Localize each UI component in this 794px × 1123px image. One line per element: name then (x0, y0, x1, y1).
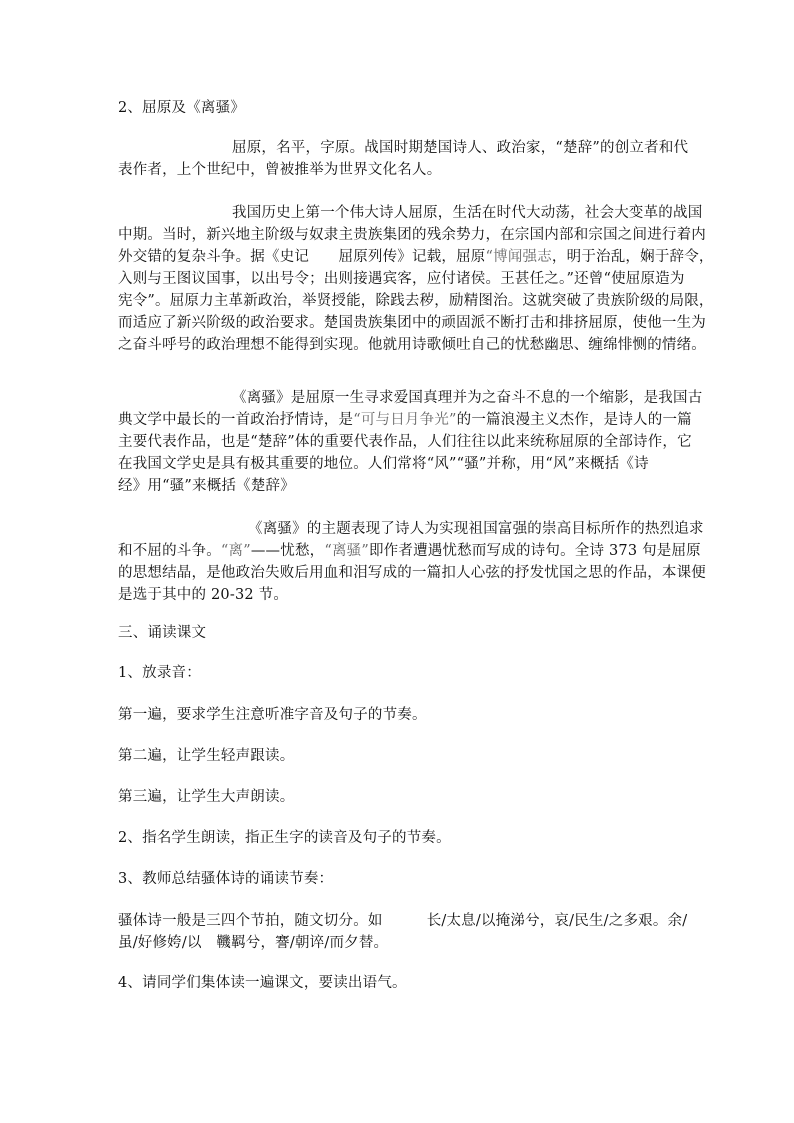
paragraph-line (118, 246, 714, 268)
list-item: 第二遍，让学生轻声跟读。 (118, 748, 295, 764)
paragraph-line: 经》用“骚”来概括《楚辞》 (118, 478, 295, 494)
list-item: 第三遍，让学生大声朗读。 (118, 789, 295, 805)
text-span: 的一篇浪漫主义杰作，是诗人的一篇 (456, 412, 692, 428)
paragraph-line: 之奋斗呼号的政治理想不能得到实现。他就用诗歌倾吐自己的忧愁幽思、缠绵悱恻的情绪。 (118, 337, 706, 353)
paragraph-line: 的思想结晶，是他政治失败后用血和泪写成的一篇扣人心弦的抒发忧国之思的作品，本课便 (118, 565, 706, 581)
quote-span: “离” (220, 543, 251, 559)
paragraph-line: 《离骚》的主题表现了诗人为实现祖国富强的崇高目标所作的热烈追求 (248, 521, 704, 537)
paragraph-line (118, 540, 701, 562)
paragraph-line: 而适应了新兴阶级的政治要求。楚国贵族集团中的顽固派不断打击和排挤屈原，使他一生为 (118, 315, 706, 331)
paragraph-line: 主要代表作品，也是“楚辞”体的重要代表作品，人们往往以此来统称屈原的全部诗作，它 (118, 434, 692, 450)
paragraph-line: 中期。当时，新兴地主阶级与奴隶主贵族集团的残余势力，在宗国内部和宗国之间进行着内 (118, 227, 706, 243)
list-item: 2、指名学生朗读，指正生字的读音及句子的节奏。 (118, 830, 451, 846)
paragraph-line: 虽/好修姱/以 鞿羁兮，謇/朝谇/而夕替。 (118, 935, 389, 951)
paragraph-line: 在我国文学史是具有极其重要的地位。人们常将“风”“骚”并称，用“风”来概括《诗 (118, 456, 649, 472)
paragraph-line: 是选于其中的 20-32 节。 (118, 587, 289, 603)
list-item: 1、放录音： (118, 665, 201, 681)
paragraph-line: 我国历史上第一个伟大诗人屈原，生活在时代大动荡，社会大变革的战国 (232, 205, 703, 221)
list-item: 3、教师总结骚体诗的诵读节奏： (118, 871, 334, 887)
list-item: 第一遍，要求学生注意听准字音及句子的节奏。 (118, 707, 427, 723)
paragraph-line: 《离骚》是屈原一生寻求爱国真理并为之奋斗不息的一个缩影，是我国古 (232, 390, 703, 406)
text-span: 和不屈的斗争。 (118, 543, 221, 559)
paragraph-line: 骚体诗一般是三四个节拍，随文切分。如 长/太息/以掩涕兮，哀/民生/之多艰。余/ (118, 913, 688, 929)
quote-span: “离骚” (324, 543, 369, 559)
quote-span: “博闻强志 (485, 249, 552, 265)
paragraph-line: 宪令”。屈原力主革新政治，举贤授能，除践去秽，励精图治。这就突破了贵族阶级的局限， (118, 293, 714, 309)
paragraph-line (118, 409, 692, 431)
paragraph-line: 表作者，上个世纪中，曾被推举为世界文化名人。 (118, 162, 442, 178)
list-item: 4、请同学们集体读一遍课文，要读出语气。 (118, 975, 407, 991)
paragraph-line: 屈原，名平，字原。战国时期楚国诗人、政治家，“楚辞”的创立者和代 (232, 140, 689, 156)
text-span: 典文学中最长的一首政治抒情诗，是 (118, 412, 354, 428)
section-heading-qu-yuan: 2、屈原及《离骚》 (118, 100, 246, 116)
quote-span: “可与日月争光” (353, 412, 457, 428)
text-span: 外交错的复杂斗争。据《史记 屈原列传》记载，屈原 (118, 249, 486, 265)
section-heading-recitation: 三、诵读课文 (118, 625, 207, 641)
text-span: ——忧愁， (250, 543, 325, 559)
text-span: 即作者遭遇忧愁而写成的诗句。全诗 373 句是屈原 (368, 543, 701, 559)
text-span: ，明于治乱，娴于辞令， (551, 249, 714, 265)
paragraph-line: 入则与王图议国事，以出号令；出则接遇宾客，应付诸侯。王甚任之。”还曾“使屈原造为 (118, 271, 685, 287)
